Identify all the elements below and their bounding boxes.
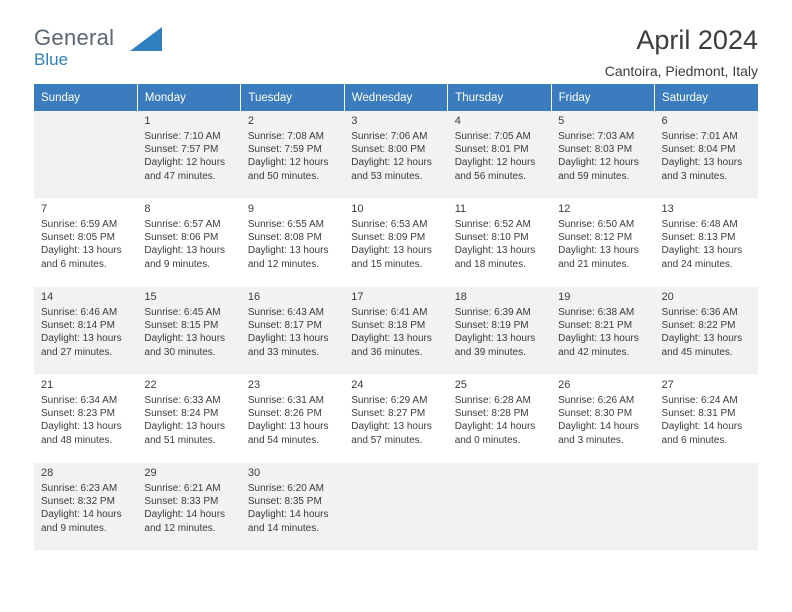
day-number: 20: [661, 291, 674, 303]
weekday-header-sunday: Sunday: [34, 84, 137, 111]
day-cell: [137, 463, 240, 551]
daylight-text-line1: Daylight: 13 hours: [661, 157, 743, 169]
day-cell: [655, 199, 758, 287]
daylight-text-line2: and 45 minutes.: [661, 346, 733, 358]
sunrise-text: Sunrise: 7:05 AM: [454, 131, 531, 142]
sunset-text: Sunset: 8:27 PM: [351, 408, 426, 420]
daylight-text-line2: and 12 minutes.: [144, 522, 216, 534]
day-number: 27: [661, 379, 674, 391]
day-number: 19: [558, 291, 571, 303]
daylight-text-line1: Daylight: 12 hours: [558, 157, 639, 169]
day-cell: [344, 463, 447, 551]
day-number: 10: [351, 203, 364, 215]
day-cell: [137, 287, 240, 375]
sunset-text: Sunset: 8:18 PM: [351, 320, 426, 332]
sunrise-text: Sunrise: 6:34 AM: [41, 395, 118, 406]
daylight-text-line1: Daylight: 13 hours: [351, 245, 432, 257]
daylight-text-line1: Daylight: 13 hours: [247, 333, 329, 345]
sunrise-text: Sunrise: 7:10 AM: [144, 131, 221, 142]
weekday-header-saturday: Saturday: [655, 84, 758, 111]
sunrise-text: Sunrise: 6:33 AM: [144, 395, 221, 406]
sunrise-text: Sunrise: 7:06 AM: [351, 131, 428, 142]
sunset-text: Sunset: 8:13 PM: [661, 232, 736, 244]
sunrise-text: Sunrise: 6:21 AM: [144, 483, 221, 494]
sunset-text: Sunset: 8:31 PM: [661, 408, 736, 420]
sunrise-text: Sunrise: 6:29 AM: [351, 395, 428, 406]
daylight-text-line2: and 27 minutes.: [41, 346, 113, 358]
day-cell: [655, 287, 758, 375]
sunrise-text: Sunrise: 6:28 AM: [454, 395, 531, 406]
sunset-text: Sunset: 8:23 PM: [41, 408, 115, 420]
sunrise-text: Sunrise: 6:20 AM: [247, 483, 324, 494]
day-cell: [241, 375, 344, 463]
daylight-text-line2: and 30 minutes.: [144, 346, 216, 358]
day-cell: [551, 287, 654, 375]
title-block: [605, 24, 758, 79]
day-cell: [137, 111, 240, 199]
daylight-text-line2: and 47 minutes.: [144, 170, 216, 182]
calendar-week-row: [34, 111, 758, 199]
sunrise-text: Sunrise: 6:55 AM: [247, 219, 324, 230]
sunset-text: Sunset: 8:00 PM: [351, 144, 426, 156]
day-number: 16: [247, 291, 261, 303]
sunset-text: Sunset: 8:05 PM: [41, 232, 115, 244]
day-cell: [448, 375, 551, 463]
day-number: 3: [351, 115, 358, 127]
day-cell: [448, 463, 551, 551]
sunrise-text: Sunrise: 6:38 AM: [558, 307, 635, 318]
sunset-text: Sunset: 8:28 PM: [454, 408, 529, 420]
sunrise-text: Sunrise: 6:31 AM: [247, 395, 324, 406]
weekday-header-row: [34, 84, 758, 111]
daylight-text-line1: Daylight: 14 hours: [247, 509, 329, 521]
sunset-text: Sunset: 8:14 PM: [41, 320, 115, 332]
day-cell: [551, 111, 654, 199]
sunset-text: Sunset: 8:09 PM: [351, 232, 426, 244]
daylight-text-line1: Daylight: 13 hours: [41, 333, 122, 345]
calendar-week-row: [34, 287, 758, 375]
sunrise-text: Sunrise: 6:45 AM: [144, 307, 221, 318]
location-subtitle: Cantoira, Piedmont, Italy: [604, 63, 758, 79]
daylight-text-line2: and 33 minutes.: [247, 346, 320, 358]
daylight-text-line2: and 6 minutes.: [41, 258, 107, 270]
day-cell: [551, 199, 654, 287]
sunset-text: Sunset: 8:30 PM: [558, 408, 633, 420]
day-cell: [241, 287, 344, 375]
daylight-text-line1: Daylight: 14 hours: [144, 509, 226, 521]
daylight-text-line1: Daylight: 13 hours: [247, 421, 329, 433]
daylight-text-line2: and 53 minutes.: [351, 170, 423, 182]
sunrise-text: Sunrise: 7:03 AM: [558, 131, 635, 142]
sunrise-text: Sunrise: 6:53 AM: [351, 219, 428, 230]
daylight-text-line2: and 42 minutes.: [558, 346, 630, 358]
daylight-text-line1: Daylight: 13 hours: [247, 245, 329, 257]
sunrise-text: Sunrise: 6:50 AM: [558, 219, 635, 230]
sunset-text: Sunset: 8:24 PM: [144, 408, 219, 420]
daylight-text-line1: Daylight: 14 hours: [454, 421, 536, 433]
day-cell: [34, 375, 137, 463]
sunrise-text: Sunrise: 6:57 AM: [144, 219, 221, 230]
sunset-text: Sunset: 8:10 PM: [454, 232, 529, 244]
day-number: 24: [351, 379, 364, 391]
day-cell: [344, 199, 447, 287]
day-number: 17: [351, 291, 364, 303]
day-number: 2: [247, 115, 254, 127]
weekday-header-monday: Monday: [137, 84, 240, 111]
calendar-week-row: [34, 463, 758, 551]
day-cell: [344, 111, 447, 199]
day-number: 28: [41, 467, 54, 479]
day-cell: [241, 463, 344, 551]
daylight-text-line2: and 9 minutes.: [41, 522, 107, 534]
sunset-text: Sunset: 8:21 PM: [558, 320, 633, 332]
day-number: 18: [454, 291, 467, 303]
sunrise-text: Sunrise: 7:01 AM: [661, 131, 738, 142]
daylight-text-line2: and 48 minutes.: [41, 434, 113, 446]
day-cell: [34, 287, 137, 375]
day-cell: [241, 199, 344, 287]
daylight-text-line1: Daylight: 13 hours: [144, 421, 226, 433]
daylight-text-line2: and 21 minutes.: [558, 258, 630, 270]
day-number: 12: [558, 203, 571, 215]
daylight-text-line2: and 9 minutes.: [144, 258, 211, 270]
sunrise-text: Sunrise: 6:41 AM: [351, 307, 428, 318]
weekday-header-thursday: Thursday: [448, 84, 551, 111]
day-number: 11: [454, 203, 467, 215]
sunset-text: Sunset: 7:57 PM: [144, 144, 219, 156]
day-cell: [655, 375, 758, 463]
day-number: 4: [454, 115, 461, 127]
sunset-text: Sunset: 8:08 PM: [247, 232, 322, 244]
sunset-text: Sunset: 8:04 PM: [661, 144, 736, 156]
daylight-text-line1: Daylight: 13 hours: [41, 421, 122, 433]
day-cell: [34, 111, 137, 199]
day-number: 22: [144, 379, 157, 391]
daylight-text-line2: and 54 minutes.: [247, 434, 320, 446]
sunset-text: Sunset: 8:17 PM: [247, 320, 322, 332]
day-number: 9: [247, 203, 254, 215]
sunset-text: Sunset: 8:22 PM: [661, 320, 736, 332]
day-number: 21: [41, 379, 54, 391]
daylight-text-line1: Daylight: 14 hours: [661, 421, 743, 433]
sunrise-text: Sunrise: 6:43 AM: [247, 307, 324, 318]
daylight-text-line2: and 12 minutes.: [247, 258, 320, 270]
page-title: April 2024: [636, 25, 758, 55]
daylight-text-line1: Daylight: 13 hours: [144, 333, 226, 345]
day-cell: [344, 287, 447, 375]
day-cell: [137, 375, 240, 463]
day-number: 14: [41, 291, 54, 303]
daylight-text-line1: Daylight: 13 hours: [351, 421, 432, 433]
sunset-text: Sunset: 8:32 PM: [41, 496, 115, 508]
daylight-text-line1: Daylight: 13 hours: [351, 333, 432, 345]
sunset-text: Sunset: 8:33 PM: [144, 496, 219, 508]
sunset-text: Sunset: 8:01 PM: [454, 144, 529, 156]
calendar-week-row: [34, 199, 758, 287]
daylight-text-line2: and 0 minutes.: [454, 434, 521, 446]
daylight-text-line2: and 18 minutes.: [454, 258, 526, 270]
day-cell: [34, 199, 137, 287]
sunset-text: Sunset: 8:26 PM: [247, 408, 322, 420]
daylight-text-line1: Daylight: 13 hours: [661, 245, 743, 257]
sunrise-text: Sunrise: 6:23 AM: [41, 483, 118, 494]
daylight-text-line2: and 3 minutes.: [558, 434, 624, 446]
daylight-text-line1: Daylight: 13 hours: [454, 333, 536, 345]
sunrise-text: Sunrise: 6:39 AM: [454, 307, 531, 318]
logo-triangle-icon: [130, 27, 162, 51]
daylight-text-line2: and 39 minutes.: [454, 346, 526, 358]
day-number: 25: [454, 379, 467, 391]
sunset-text: Sunset: 8:06 PM: [144, 232, 219, 244]
daylight-text-line1: Daylight: 13 hours: [454, 245, 536, 257]
sunrise-text: Sunrise: 6:24 AM: [661, 395, 738, 406]
daylight-text-line2: and 36 minutes.: [351, 346, 423, 358]
calendar-table: [34, 84, 758, 551]
logo: [34, 26, 194, 74]
sunrise-text: Sunrise: 6:48 AM: [661, 219, 738, 230]
day-cell: [655, 463, 758, 551]
daylight-text-line1: Daylight: 13 hours: [661, 333, 743, 345]
sunrise-text: Sunrise: 6:46 AM: [41, 307, 118, 318]
daylight-text-line2: and 6 minutes.: [661, 434, 728, 446]
daylight-text-line1: Daylight: 12 hours: [247, 157, 329, 169]
daylight-text-line2: and 15 minutes.: [351, 258, 423, 270]
day-number: 13: [661, 203, 674, 215]
day-cell: [655, 111, 758, 199]
daylight-text-line1: Daylight: 12 hours: [454, 157, 536, 169]
day-cell: [551, 463, 654, 551]
sunset-text: Sunset: 8:19 PM: [454, 320, 529, 332]
daylight-text-line2: and 59 minutes.: [558, 170, 630, 182]
day-cell: [448, 287, 551, 375]
day-number: 8: [144, 203, 151, 215]
daylight-text-line1: Daylight: 13 hours: [144, 245, 226, 257]
sunrise-text: Sunrise: 6:52 AM: [454, 219, 531, 230]
day-number: 1: [144, 115, 151, 127]
day-number: 29: [144, 467, 157, 479]
daylight-text-line1: Daylight: 14 hours: [558, 421, 639, 433]
day-cell: [34, 463, 137, 551]
sunset-text: Sunset: 8:03 PM: [558, 144, 633, 156]
logo-text-blue: Blue: [34, 50, 69, 69]
sunrise-text: Sunrise: 6:59 AM: [41, 219, 118, 230]
sunset-text: Sunset: 8:35 PM: [247, 496, 322, 508]
day-number: 15: [144, 291, 157, 303]
weekday-header-tuesday: Tuesday: [241, 84, 344, 111]
daylight-text-line2: and 56 minutes.: [454, 170, 526, 182]
day-cell: [137, 199, 240, 287]
daylight-text-line2: and 3 minutes.: [661, 170, 728, 182]
day-number: 5: [558, 115, 565, 127]
page-header: [34, 0, 758, 78]
daylight-text-line2: and 57 minutes.: [351, 434, 423, 446]
daylight-text-line2: and 24 minutes.: [661, 258, 733, 270]
weekday-header-wednesday: Wednesday: [344, 84, 447, 111]
day-cell: [241, 111, 344, 199]
sunset-text: Sunset: 7:59 PM: [247, 144, 322, 156]
day-cell: [448, 199, 551, 287]
day-cell: [344, 375, 447, 463]
daylight-text-line2: and 50 minutes.: [247, 170, 320, 182]
daylight-text-line1: Daylight: 12 hours: [144, 157, 226, 169]
daylight-text-line1: Daylight: 13 hours: [41, 245, 122, 257]
sunrise-text: Sunrise: 6:36 AM: [661, 307, 738, 318]
day-number: 7: [41, 203, 48, 215]
logo-text-general: General: [34, 25, 115, 50]
sunset-text: Sunset: 8:15 PM: [144, 320, 219, 332]
day-cell: [551, 375, 654, 463]
sunrise-text: Sunrise: 7:08 AM: [247, 131, 324, 142]
daylight-text-line1: Daylight: 14 hours: [41, 509, 122, 521]
day-number: 30: [247, 467, 261, 479]
daylight-text-line1: Daylight: 13 hours: [558, 245, 639, 257]
daylight-text-line2: and 14 minutes.: [247, 522, 320, 534]
daylight-text-line1: Daylight: 13 hours: [558, 333, 639, 345]
day-number: 6: [661, 115, 668, 127]
day-cell: [448, 111, 551, 199]
sunrise-text: Sunrise: 6:26 AM: [558, 395, 635, 406]
day-number: 26: [558, 379, 571, 391]
daylight-text-line2: and 51 minutes.: [144, 434, 216, 446]
day-number: 23: [247, 379, 261, 391]
calendar-week-row: [34, 375, 758, 463]
sunset-text: Sunset: 8:12 PM: [558, 232, 633, 244]
daylight-text-line1: Daylight: 12 hours: [351, 157, 432, 169]
weekday-header-friday: Friday: [551, 84, 654, 111]
